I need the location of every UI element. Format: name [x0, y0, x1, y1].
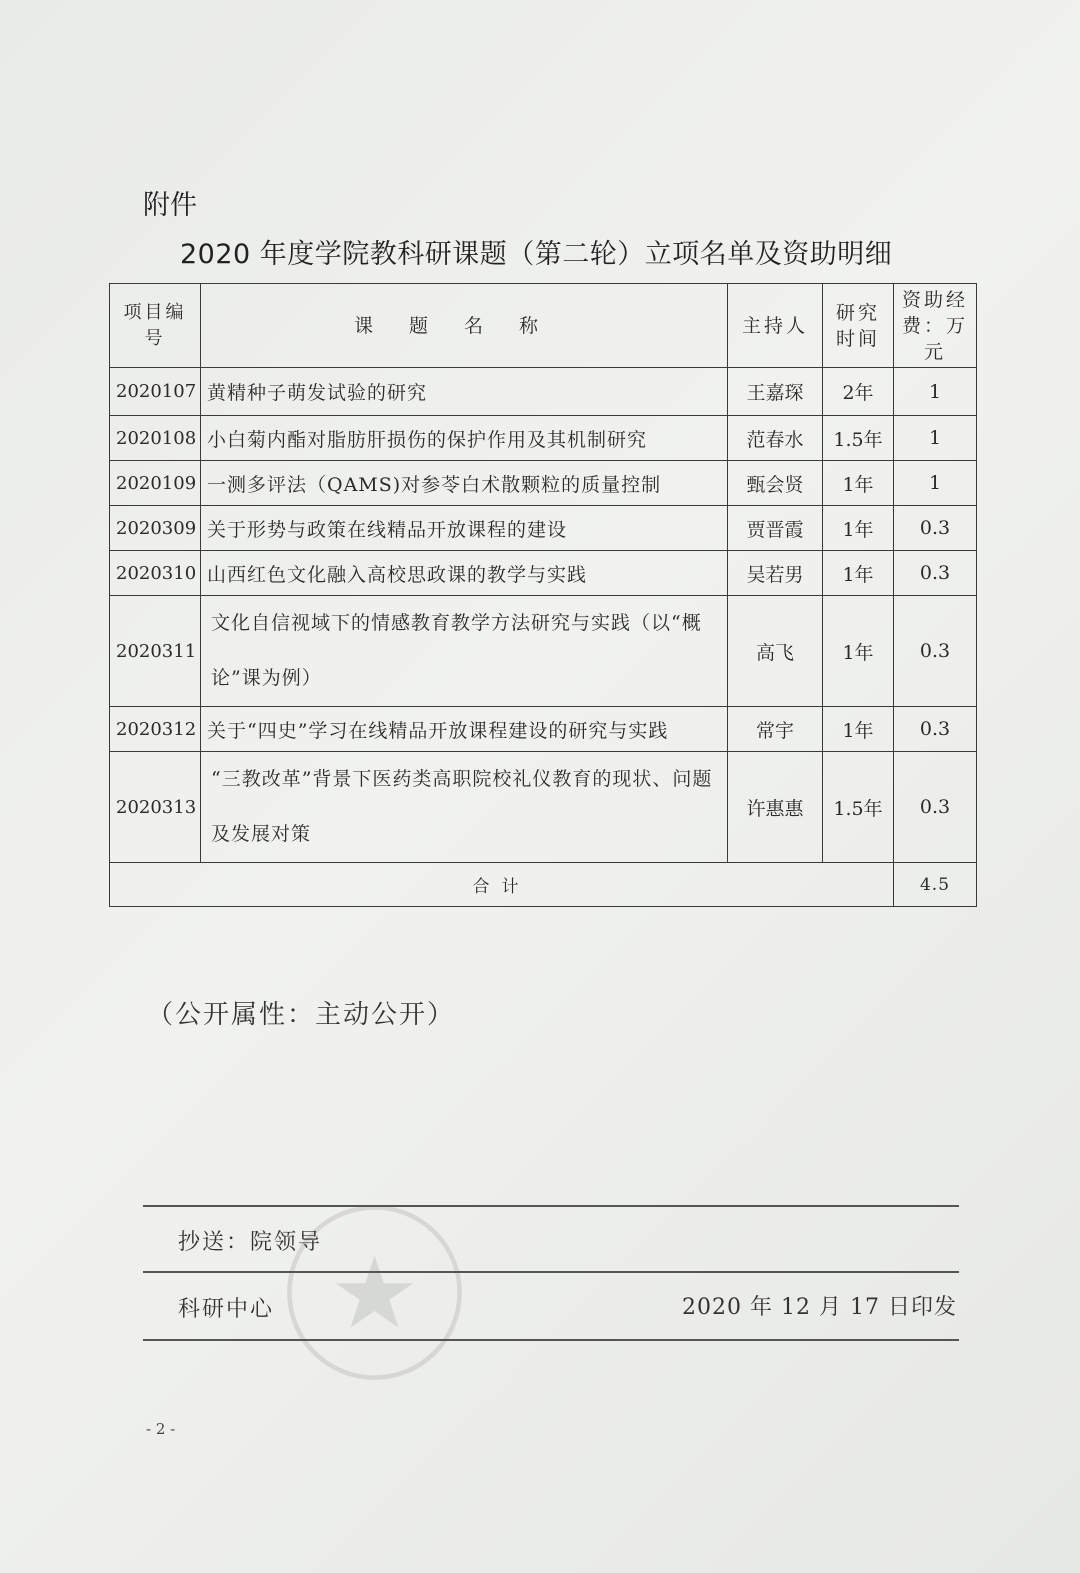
- table-row: [110, 416, 977, 461]
- project-id: 2020310: [110, 551, 201, 596]
- project-time: 2年: [823, 368, 894, 416]
- project-fund: 1: [894, 368, 977, 416]
- project-host: 许惠惠: [728, 752, 823, 863]
- header-name: 课题名称: [201, 284, 728, 368]
- table-row: [110, 551, 977, 596]
- table-row: [110, 707, 977, 752]
- project-name: 山西红色文化融入高校思政课的教学与实践: [201, 551, 728, 596]
- project-host: 甄会贤: [728, 461, 823, 506]
- project-time: 1年: [823, 461, 894, 506]
- table-header: [110, 284, 977, 368]
- project-host: 贾晋霞: [728, 506, 823, 551]
- header-id: 项目编号: [110, 284, 201, 368]
- total-row: [110, 863, 977, 907]
- document-title: 2020 年度学院教科研课题（第二轮）立项名单及资助明细: [180, 239, 893, 270]
- divider-top: [143, 1205, 959, 1207]
- project-time: 1年: [823, 506, 894, 551]
- public-attribute: （公开属性：主动公开）: [147, 1000, 456, 1030]
- project-time: 1年: [823, 551, 894, 596]
- project-fund: 0.3: [894, 596, 977, 707]
- table-row: [110, 461, 977, 506]
- project-fund: 0.3: [894, 506, 977, 551]
- project-host: 王嘉琛: [728, 368, 823, 416]
- project-id: 2020107: [110, 368, 201, 416]
- table-row: [110, 506, 977, 551]
- project-id: 2020108: [110, 416, 201, 461]
- project-name: 小白菊内酯对脂肪肝损伤的保护作用及其机制研究: [201, 416, 728, 461]
- header-host: 主持人: [728, 284, 823, 368]
- project-name: 文化自信视域下的情感教育教学方法研究与实践（以“概论”课为例）: [201, 596, 728, 707]
- divider-middle: [143, 1271, 959, 1273]
- project-host: 吴若男: [728, 551, 823, 596]
- attachment-label: 附件: [143, 190, 197, 221]
- project-fund: 1: [894, 461, 977, 506]
- table-row: [110, 368, 977, 416]
- divider-bottom: [143, 1339, 959, 1341]
- project-name: 一测多评法（QAMS)对参苓白术散颗粒的质量控制: [201, 461, 728, 506]
- project-host: 高飞: [728, 596, 823, 707]
- header-time: 研究时间: [823, 284, 894, 368]
- project-name: 关于“四史”学习在线精品开放课程建设的研究与实践: [201, 707, 728, 752]
- project-time: 1.5年: [823, 416, 894, 461]
- project-id: 2020109: [110, 461, 201, 506]
- total-label: 合计: [110, 863, 894, 907]
- project-time: 1.5年: [823, 752, 894, 863]
- project-id: 2020312: [110, 707, 201, 752]
- issue-date: 2020 年 12 月 17 日印发: [682, 1295, 957, 1320]
- project-name: 关于形势与政策在线精品开放课程的建设: [201, 506, 728, 551]
- project-id: 2020311: [110, 596, 201, 707]
- project-host: 范春水: [728, 416, 823, 461]
- project-table: [109, 283, 977, 907]
- project-fund: 1: [894, 416, 977, 461]
- project-name: 黄精种子萌发试验的研究: [201, 368, 728, 416]
- project-time: 1年: [823, 596, 894, 707]
- total-value: 4.5: [894, 863, 977, 907]
- project-time: 1年: [823, 707, 894, 752]
- project-host: 常宇: [728, 707, 823, 752]
- project-name: “三教改革”背景下医药类高职院校礼仪教育的现状、问题及发展对策: [201, 752, 728, 863]
- header-fund: 资助经费：万元: [894, 284, 977, 368]
- project-fund: 0.3: [894, 752, 977, 863]
- project-fund: 0.3: [894, 551, 977, 596]
- project-fund: 0.3: [894, 707, 977, 752]
- table-row: [110, 596, 977, 707]
- cc-line: 抄送：院领导: [178, 1230, 323, 1255]
- page-number: - 2 -: [146, 1420, 176, 1438]
- issuer: 科研中心: [178, 1297, 275, 1322]
- project-id: 2020313: [110, 752, 201, 863]
- table-row: [110, 752, 977, 863]
- project-id: 2020309: [110, 506, 201, 551]
